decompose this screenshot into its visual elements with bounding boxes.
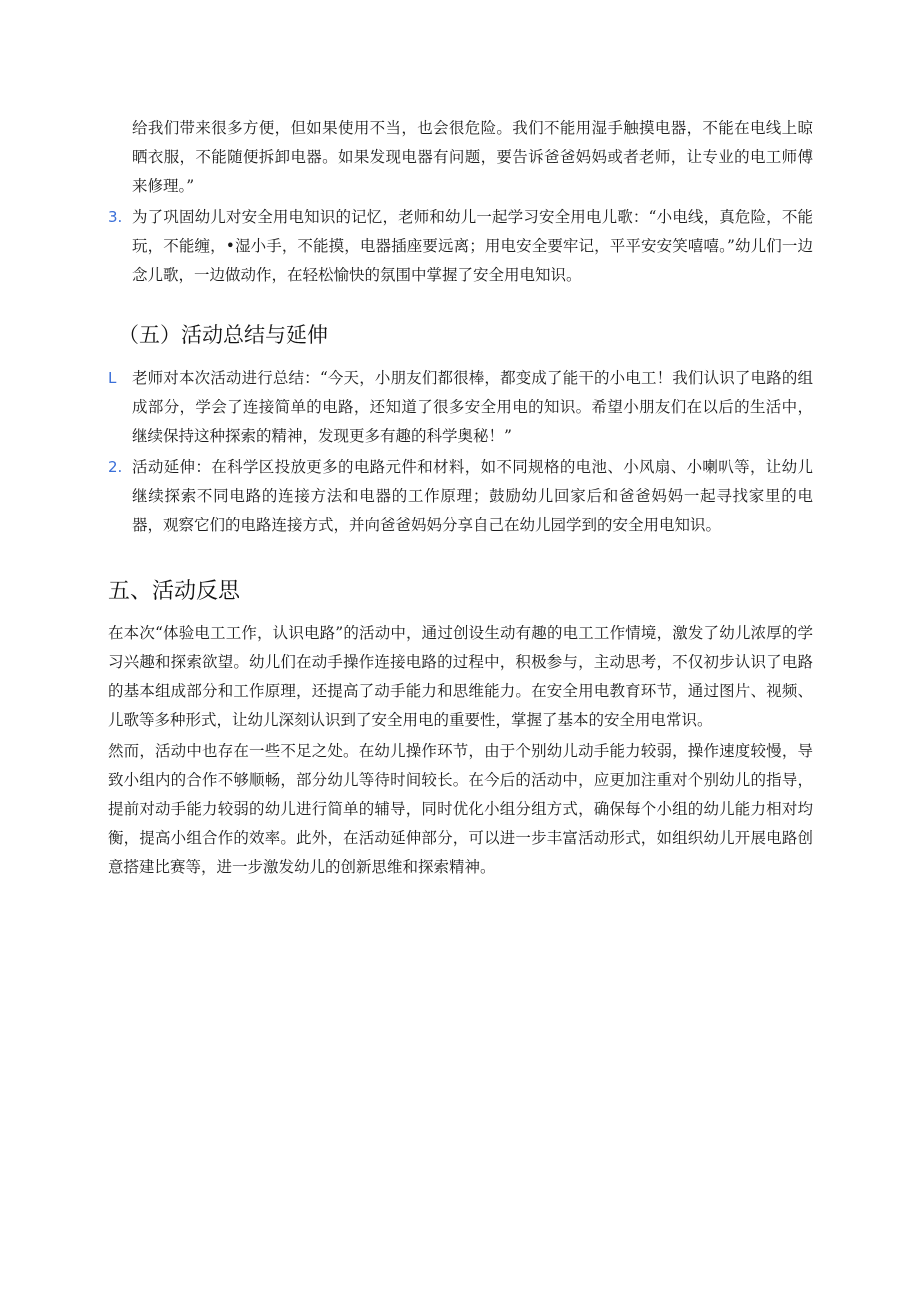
list-item-continuation: 给我们带来很多方便，但如果使用不当，也会很危险。我们不能用湿手触摸电器，不能在电线上晾晒衣服，不能随便拆卸电器。如果发现电器有问题，要告诉爸爸妈妈或者老师，让专业的电工师傅来修理。” — [132, 119, 813, 195]
list-marker: 3. — [108, 208, 123, 226]
list-item — [108, 453, 813, 540]
list-item-text: 活动延伸：在科学区投放更多的电路元件和材料，如不同规格的电池、小风扇、小喇叭等，让幼儿继续探索不同电路的连接方法和电器的工作原理；鼓励幼儿回家后和爸爸妈妈一起寻找家里的电器，观察它们的电路连接方式，并向爸爸妈妈分享自己在幼儿园学到的安全用电知识。 — [132, 458, 813, 534]
numbered-list — [108, 364, 813, 451]
numbered-list — [108, 203, 813, 290]
list-marker: L — [108, 369, 117, 387]
list-marker: 2. — [108, 458, 123, 476]
list-item-text: 老师对本次活动进行总结：“今天，小朋友们都很棒，都变成了能干的小电工！我们认识了电路的组成部分，学会了连接简单的电路，还知道了很多安全用电的知识。希望小朋友们在以后的生活中，继续保持这种探索的精神，发现更多有趣的科学奥秘！” — [132, 369, 813, 445]
list-item — [108, 203, 813, 290]
body-paragraph: 在本次“体验电工工作，认识电路”的活动中，通过创设生动有趣的电工工作情境，激发了幼儿浓厚的学习兴趣和探索欲望。幼儿们在动手操作连接电路的过程中，积极参与，主动思考，不仅初步认识了电路的基本组成部分和工作原理，还提高了动手能力和思维能力。在安全用电教育环节，通过图片、视频、儿歌等多种形式，让幼儿深刻认识到了安全用电的重要性，掌握了基本的安全用电常识。 — [108, 624, 813, 729]
section-heading: 五、活动反思 — [108, 579, 241, 604]
subsection-heading: （五）活动总结与延伸 — [118, 323, 328, 347]
list-item — [108, 364, 813, 451]
body-paragraph: 然而，活动中也存在一些不足之处。在幼儿操作环节，由于个别幼儿动手能力较弱，操作速度较慢，导致小组内的合作不够顺畅，部分幼儿等待时间较长。在今后的活动中，应更加注重对个别幼儿的指导，提前对动手能力较弱的幼儿进行简单的辅导，同时优化小组分组方式，确保每个小组的幼儿能力相对均衡，提高小组合作的效率。此外，在活动延伸部分，可以进一步丰富活动形式，如组织幼儿开展电路创意搭建比赛等，进一步激发幼儿的创新思维和探索精神。 — [108, 742, 813, 876]
list-item-text: 为了巩固幼儿对安全用电知识的记忆，老师和幼儿一起学习安全用电儿歌：“小电线，真危险，不能玩，不能缠，•湿小手，不能摸，电器插座要远离；用电安全要牢记，平平安安笑嘻嘻。”幼儿们一边念儿歌，一边做动作，在轻松愉快的氛围中掌握了安全用电知识。 — [132, 208, 813, 284]
numbered-list — [108, 453, 813, 540]
